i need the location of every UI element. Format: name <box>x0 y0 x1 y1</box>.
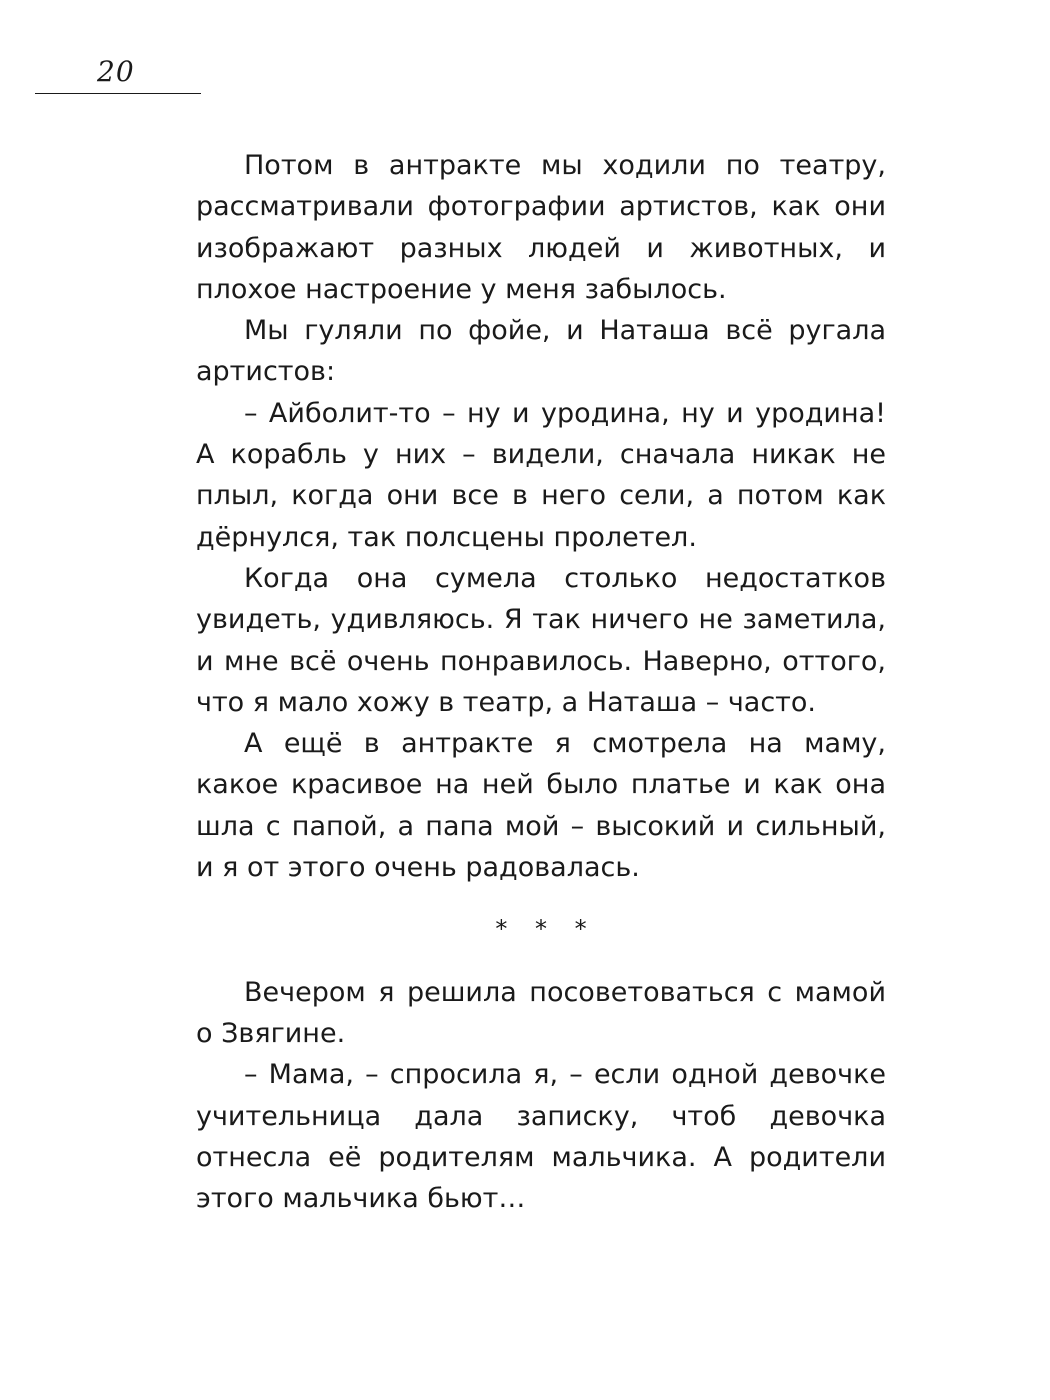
paragraph: – Мама, – спросила я, – если одной девочке учительница дала записку, чтоб девочка отнесла её родителям мальчика. А родители этого мальчика бьют… <box>196 1059 886 1215</box>
paragraph: – Айболит-то – ну и уродина, ну и уродина! А корабль у них – видели, сначала никак не плыл, когда они все в него сели, а потом как дёрнулся, так полсцены пролетел. <box>196 397 886 553</box>
header-rule <box>35 93 201 94</box>
page-number: 20 <box>97 55 135 88</box>
paragraph: Мы гуляли по фойе, и Наташа всё ругала артистов: <box>196 315 886 388</box>
paragraph: Вечером я решила посоветоваться с мамой о Звягине. <box>196 976 886 1049</box>
paragraph: А ещё в антракте я смотрела на маму, какое красивое на ней было платье и как она шла с папой, а папа мой – высокий и сильный, и я от этого очень радовалась. <box>196 728 886 884</box>
paragraph: Потом в антракте мы ходили по театру, рассматривали фотографии артистов, как они изображают разных людей и животных, и плохое настроение у меня забылось. <box>196 150 886 305</box>
text-body <box>196 145 886 1219</box>
section-break: * * * <box>495 915 597 944</box>
page-header <box>35 55 201 95</box>
paragraph: Когда она сумела столько недостатков увидеть, удивляюсь. Я так ничего не заметила, и мне всё очень понравилось. Наверно, оттого, что я мало хожу в театр, а Наташа – часто. <box>196 562 886 718</box>
